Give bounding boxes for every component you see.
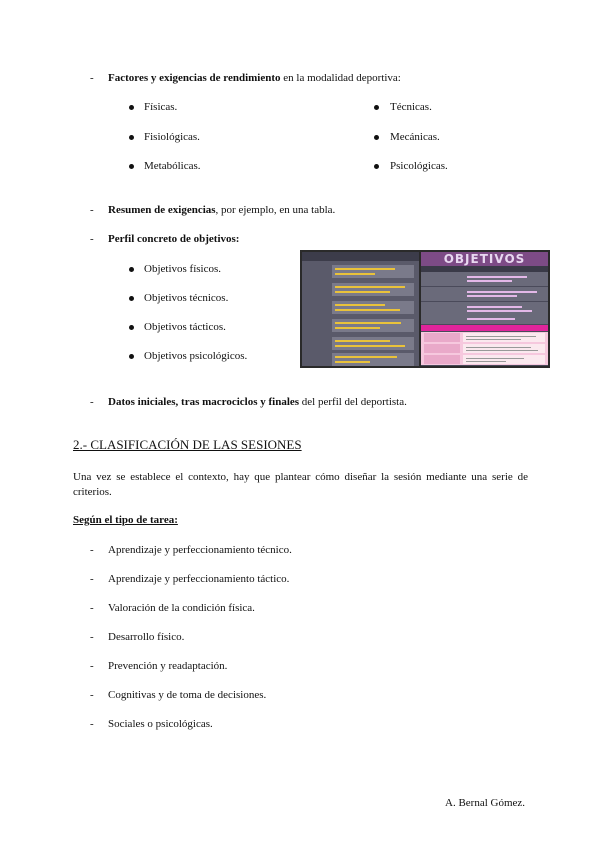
bullet-icon	[374, 164, 379, 169]
factor-left-item: Físicas.	[144, 101, 178, 113]
list-dash: -	[90, 689, 94, 701]
perfil-line	[108, 233, 239, 245]
list-dash: -	[90, 233, 94, 245]
tarea-item: Aprendizaje y perfeccionamiento técnico.	[108, 544, 292, 556]
perfil-bold: Perfil concreto de objetivos:	[108, 233, 240, 245]
datos-line	[108, 396, 407, 408]
tarea-item: Valoración de la condición física.	[108, 602, 255, 614]
section-intro: Una vez se establece el contexto, hay que plantear cómo diseñar la sesión mediante una serie de criterios.	[73, 471, 528, 498]
bullet-icon	[129, 135, 134, 140]
tarea-item: Cognitivas y de toma de decisiones.	[108, 689, 267, 701]
resumen-line	[108, 204, 335, 216]
datos-rest: del perfil del deportista.	[299, 396, 407, 408]
section-subtitle: Según el tipo de tarea:	[73, 514, 178, 526]
factores-bold: Factores y exigencias de rendimiento	[108, 72, 281, 84]
pink-row	[421, 332, 548, 343]
bullet-icon	[129, 325, 134, 330]
bullet-icon	[374, 105, 379, 110]
factor-left-item: Metabólicas.	[144, 160, 201, 172]
left-panel-row	[302, 317, 419, 334]
right-panel-row	[421, 287, 548, 302]
factor-right-item: Mecánicas.	[390, 131, 440, 143]
pink-header	[421, 325, 548, 331]
pink-row	[421, 354, 548, 365]
list-dash: -	[90, 718, 94, 730]
pink-row	[421, 343, 548, 354]
factor-right-item: Técnicas.	[390, 101, 432, 113]
bullet-icon	[129, 267, 134, 272]
right-panel-row	[421, 272, 548, 287]
list-dash: -	[90, 660, 94, 672]
list-dash: -	[90, 72, 94, 84]
left-panel-header	[302, 252, 419, 261]
perfil-item: Objetivos tácticos.	[144, 321, 226, 333]
left-panel-row	[302, 351, 419, 368]
section-title: 2.- CLASIFICACIÓN DE LAS SESIONES	[73, 437, 302, 452]
bullet-icon	[129, 354, 134, 359]
datos-bold: Datos iniciales, tras macrociclos y finales	[108, 396, 300, 408]
tarea-item: Aprendizaje y perfeccionamiento táctico.	[108, 573, 290, 585]
objetivos-title: OBJETIVOS	[421, 252, 548, 266]
objetivos-right-panel	[421, 252, 548, 366]
perfil-item: Objetivos psicológicos.	[144, 350, 248, 362]
perfil-item: Objetivos físicos.	[144, 263, 221, 275]
bullet-icon	[129, 164, 134, 169]
factor-left-item: Fisiológicas.	[144, 131, 200, 143]
perfil-item: Objetivos técnicos.	[144, 292, 229, 304]
list-dash: -	[90, 396, 94, 408]
factor-right-item: Psicológicas.	[390, 160, 448, 172]
list-dash: -	[90, 573, 94, 585]
left-panel-row	[302, 335, 419, 352]
factores-rest: en la modalidad deportiva:	[280, 72, 401, 84]
objetivos-left-panel	[302, 252, 419, 366]
resumen-bold: Resumen de exigencias	[108, 204, 216, 216]
footer-author: A. Bernal Gómez.	[445, 797, 526, 809]
bullet-icon	[129, 296, 134, 301]
left-panel-row	[302, 281, 419, 298]
factores-line	[108, 72, 401, 84]
tarea-item: Sociales o psicológicas.	[108, 718, 213, 730]
tarea-item: Prevención y readaptación.	[108, 660, 228, 672]
tarea-item: Desarrollo físico.	[108, 631, 185, 643]
list-dash: -	[90, 544, 94, 556]
resumen-rest: , por ejemplo, en una tabla.	[215, 204, 336, 216]
bullet-icon	[374, 135, 379, 140]
list-dash: -	[90, 631, 94, 643]
list-dash: -	[90, 602, 94, 614]
left-panel-row	[302, 299, 419, 316]
left-panel-row	[302, 263, 419, 280]
bullet-icon	[129, 105, 134, 110]
list-dash: -	[90, 204, 94, 216]
objetivos-image	[300, 250, 550, 368]
right-panel-row	[421, 314, 548, 325]
